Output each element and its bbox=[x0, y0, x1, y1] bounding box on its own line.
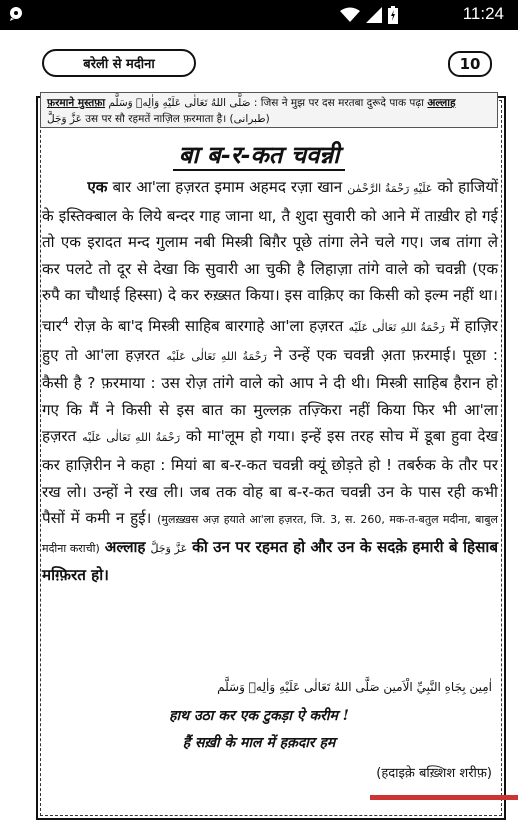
body-p2: को हाजियों के इस्तिक्बाल के लिये बन्दर गाह जाना था, तै शुदा सुवारी को आने में ताख़ीर हो गई तो एक इरादत मन्द गुलाम नबी मिस्त्री बिग़ैर पूछे तांगा लेने चले गए। जब तांगा ले कर पलटे तो दूर से देखा कि सुवारी आ चुकी है लिहाज़ा तांगे वाले को चवन्नी (एक रुपै का चौथाई हिस्सा) दे कर रुख़्सत किया। इस वाक़िए का किसी को इल्म नहीं था। चार bbox=[42, 178, 499, 336]
status-bar bbox=[0, 0, 518, 30]
arabic-honorific-4: رَحْمَةُ اللهِ تَعَالٰی عَلَيْه bbox=[82, 431, 181, 445]
ameen-line: اٰمِين بِجَاهِ النَّبِيِّ الْاَمين صَلَّى اللهُ تَعَالٰی عَلَيْهِ وَاٰلِهٖ وَسَلَّم bbox=[217, 680, 492, 694]
story-body bbox=[42, 174, 498, 589]
hadees-allah: अल्लाह bbox=[427, 97, 456, 109]
hadees-text: : जिस ने मुझ पर दस मरतबा दुरूदे पाक पढ़ा bbox=[253, 97, 425, 109]
poem-line-1: हाथ उठा कर एक टुकड़ा ऐ करीम ! bbox=[169, 708, 349, 724]
arabic-salutation: صَلَّى اللهُ تَعَالٰی عَلَيْهِ وَاٰلِهٖ وَسَلَّم bbox=[108, 97, 251, 109]
hadees-box bbox=[40, 92, 498, 128]
arabic-azza: عَزَّ وَجَلَّ bbox=[150, 541, 188, 555]
story-title-wrap bbox=[0, 138, 518, 171]
poem-source: (हदाइक़े बख़्शिश शरीफ़) bbox=[376, 766, 492, 781]
hadees-label: फ़रमाने मुस्तफ़ा bbox=[47, 97, 106, 109]
frame-edge bbox=[36, 788, 48, 800]
arabic-honorific-3: رَحْمَةُ اللهِ تَعَالٰی عَلَيْه bbox=[166, 349, 267, 363]
hadees-ref: (طبرانی) bbox=[229, 113, 270, 125]
story-title: बा ब-र-कत चवन्नी bbox=[173, 140, 346, 171]
battery-icon bbox=[388, 6, 398, 24]
wifi-icon bbox=[340, 7, 360, 23]
arabic-honorific-2: رَحْمَةُ اللهِ تَعَالٰی عَلَيْه bbox=[348, 321, 445, 335]
body-p3: रोज़ के बा'द मिस्त्री साहिब बारगाहे आ'ला हज़रत bbox=[74, 317, 344, 336]
book-page[interactable] bbox=[0, 30, 518, 800]
hadees-text2: उस पर सौ रहमतें नाज़िल फ़रमाता है। bbox=[85, 113, 227, 125]
body-p5: ने उन्हें एक चवन्नी अ़ता फ़रमाई। पूछा : कैसी है ? फ़रमाया : उस रोज़ तांगे वाले को आप ने दी थी। मिस्त्री साहिब हैरान हो गए कि मैं ने किसी से इस बात का मुल्लक़ तज़्किरा नहीं किया फिर भी आ'ला हज़रत bbox=[42, 345, 499, 446]
body-p6: को मा'लूम हो गया। इन्हें इस तरह सोच में डूबा हुवा देख कर हाज़िरीन ने कहा : मियां बा ब-र-कत चवन्नी क्यूं छोड़ते हो ! तबर्रुक के तौर पर रख लो। उन्हों ने रख ली। जब तक वोह बा ब-र-कत चवन्नी उन के पास रही कभी पैसों में कमी न हुई। bbox=[42, 427, 499, 528]
story-paragraph bbox=[42, 174, 498, 589]
bottom-accent bbox=[370, 795, 518, 800]
closing-allah: अल्लाह bbox=[104, 537, 146, 556]
chat-icon bbox=[8, 6, 24, 22]
source-reference: (मुलख़्ख़स अज़ हयाते आ'ला हज़रत, जि. 3, स. 260, मक-त-बतुल मदीना, बाबुल मदीना कराची) bbox=[42, 513, 499, 555]
page-number: 10 bbox=[448, 51, 492, 77]
status-icons bbox=[340, 7, 398, 23]
clock: 11:24 bbox=[462, 4, 504, 23]
arabic-honorific-1: عَلَيْهِ رَحْمَةُ الرَّحْمٰن bbox=[347, 182, 433, 195]
book-title: बरेली से मदीना bbox=[42, 49, 196, 77]
footnote-marker: 4 bbox=[61, 314, 69, 328]
closing-dua: की उन पर रहमत हो और उन के सदक़े हमारी बे हिसाब मग़्फ़िरत हो। bbox=[42, 537, 498, 585]
hadees-arabic-azza: عَزَّ وَجَلَّ bbox=[47, 113, 82, 125]
body-start: एक bbox=[87, 178, 108, 196]
signal-icon bbox=[366, 7, 382, 23]
body-p1: बार आ'ला हज़रत इमाम अहमद रज़ा खान bbox=[112, 178, 343, 196]
body-p4: में हाज़िर हुए तो आ'ला हज़रत bbox=[42, 317, 499, 364]
poem-line-2: हैं सख़ी के माल में हक़दार हम bbox=[182, 735, 336, 751]
